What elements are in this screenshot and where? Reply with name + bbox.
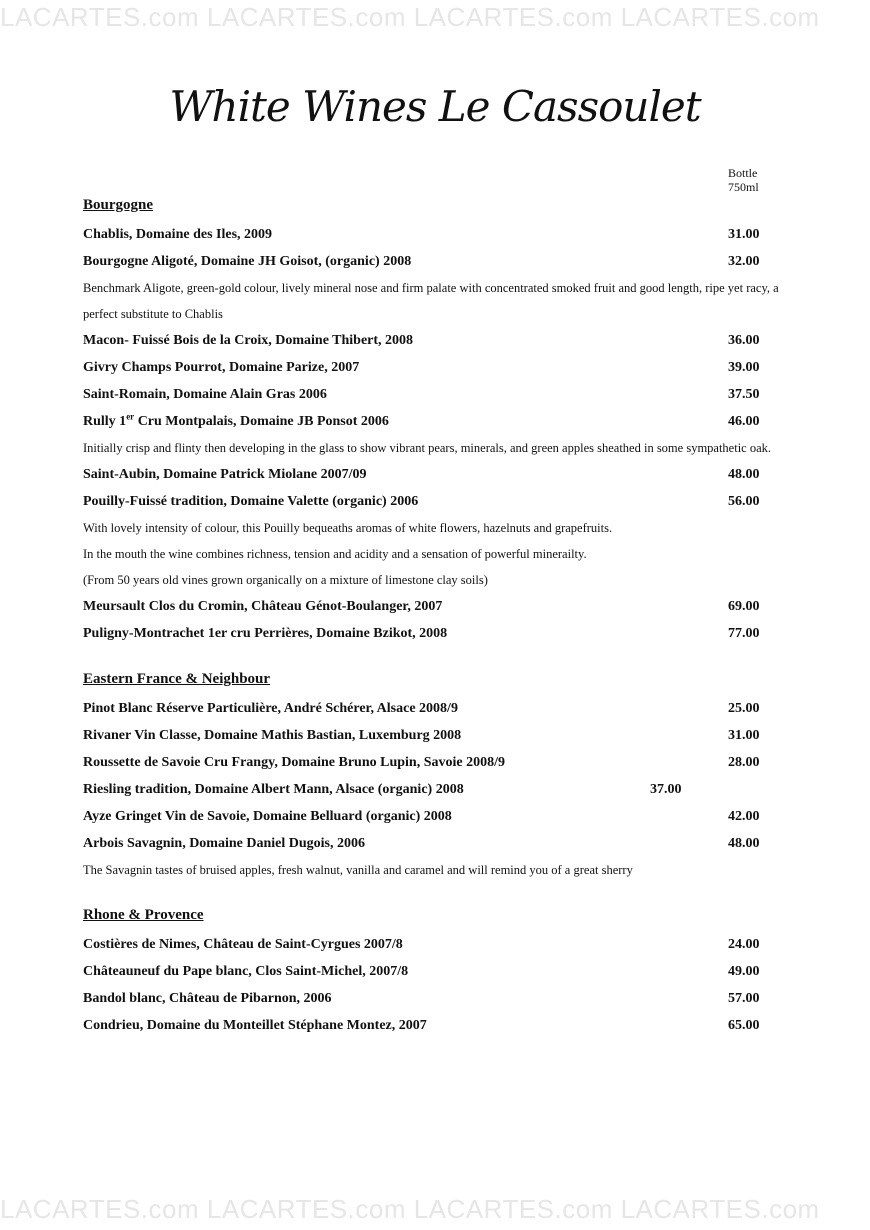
wine-name: Bourgogne Aligoté, Domaine JH Goisot, (organic) 2008 [83, 254, 412, 269]
wine-row [83, 354, 783, 381]
wine-price: 48.00 [728, 467, 760, 482]
wine-row [83, 695, 783, 722]
wine-price: 25.00 [728, 701, 760, 716]
wine-price: 48.00 [728, 836, 760, 851]
wine-row [83, 327, 783, 354]
wine-name: Roussette de Savoie Cru Frangy, Domaine Bruno Lupin, Savoie 2008/9 [83, 755, 505, 770]
wine-description: Benchmark Aligote, green-gold colour, lively mineral nose and firm palate with concentrated smoked fruit and good length, ripe yet racy, a perfect substitute to Chablis [83, 281, 779, 321]
wine-price: 77.00 [728, 626, 760, 641]
wine-row [83, 985, 783, 1012]
wine-price: 46.00 [728, 414, 760, 429]
wine-price: 37.00 [650, 782, 682, 797]
wine-name: Châteauneuf du Pape blanc, Clos Saint-Michel, 2007/8 [83, 964, 409, 979]
wine-name: Macon- Fuissé Bois de la Croix, Domaine Thibert, 2008 [83, 333, 414, 348]
wine-price: 31.00 [728, 227, 760, 242]
wine-name: Costières de Nimes, Château de Saint-Cyrgues 2007/8 [83, 937, 403, 952]
wine-name: Riesling tradition, Domaine Albert Mann, Alsace (organic) 2008 [83, 782, 464, 797]
bottle-label: Bottle [728, 166, 758, 180]
wine-name: Givry Champs Pourrot, Domaine Parize, 2007 [83, 360, 360, 375]
wine-row [83, 776, 783, 803]
bottle-size-header [728, 166, 759, 194]
wine-name: Condrieu, Domaine du Monteillet Stéphane Montez, 2007 [83, 1018, 427, 1033]
wine-name: Bandol blanc, Château de Pibarnon, 2006 [83, 991, 332, 1006]
wine-row [83, 830, 783, 857]
wine-price: 37.50 [728, 387, 760, 402]
watermark-top: LACARTES.com LACARTES.com LACARTES.com LACARTES.com [0, 2, 820, 32]
wine-row [83, 722, 783, 749]
watermark-bottom: LACARTES.com LACARTES.com LACARTES.com LACARTES.com [0, 1194, 820, 1224]
wine-name-part: Rully 1 [83, 414, 127, 429]
wine-row [83, 408, 783, 435]
wine-name [83, 411, 389, 429]
wine-name-superscript: er [126, 411, 135, 422]
wine-price: 65.00 [728, 1018, 760, 1033]
wine-name-part: Cru Montpalais, Domaine JB Ponsot 2006 [134, 414, 389, 429]
wine-row [83, 248, 783, 275]
wine-price: 42.00 [728, 809, 760, 824]
wine-name: Ayze Gringet Vin de Savoie, Domaine Belluard (organic) 2008 [83, 809, 452, 824]
wine-price: 36.00 [728, 333, 760, 348]
wine-row [83, 461, 783, 488]
wine-price: 32.00 [728, 254, 760, 269]
volume-label: 750ml [728, 180, 759, 194]
wine-section [83, 195, 783, 647]
wine-price: 57.00 [728, 991, 760, 1006]
wine-row [83, 803, 783, 830]
wine-row [83, 593, 783, 620]
wine-price: 24.00 [728, 937, 760, 952]
wine-row [83, 1012, 783, 1039]
wine-price: 39.00 [728, 360, 760, 375]
wine-list [83, 195, 783, 1061]
wine-name: Rivaner Vin Classe, Domaine Mathis Bastian, Luxemburg 2008 [83, 728, 462, 743]
wine-name: Chablis, Domaine des Iles, 2009 [83, 227, 273, 242]
section-title: Rhone & Provence [83, 907, 204, 923]
wine-name: Pouilly-Fuissé tradition, Domaine Valette (organic) 2006 [83, 494, 419, 509]
wine-price: 69.00 [728, 599, 760, 614]
wine-price: 31.00 [728, 728, 760, 743]
section-title: Eastern France & Neighbour [83, 671, 271, 687]
wine-name: Puligny-Montrachet 1er cru Perrières, Domaine Bzikot, 2008 [83, 626, 448, 641]
wine-row [83, 381, 783, 408]
wine-row [83, 620, 783, 647]
wine-name: Pinot Blanc Réserve Particulière, André Schérer, Alsace 2008/9 [83, 701, 458, 716]
page-title: White Wines Le Cassoulet [169, 82, 701, 131]
section-title: Bourgogne [83, 197, 154, 213]
wine-price: 56.00 [728, 494, 760, 509]
wine-name: Saint-Romain, Domaine Alain Gras 2006 [83, 387, 327, 402]
wine-name: Saint-Aubin, Domaine Patrick Miolane 2007/09 [83, 467, 367, 482]
wine-description: (From 50 years old vines grown organically on a mixture of limestone clay soils) [83, 573, 488, 587]
wine-row [83, 958, 783, 985]
wine-description: Initially crisp and flinty then developing in the glass to show vibrant pears, minerals, and green apples sheathed in some sympathetic oak. [83, 441, 772, 455]
wine-description: With lovely intensity of colour, this Pouilly bequeaths aromas of white flowers, hazelnuts and grapefruits. [83, 521, 613, 535]
wine-name: Arbois Savagnin, Domaine Daniel Dugois, 2006 [83, 836, 365, 851]
wine-section [83, 905, 783, 1039]
wine-section [83, 669, 783, 883]
wine-row [83, 221, 783, 248]
wine-price: 28.00 [728, 755, 760, 770]
wine-row [83, 488, 783, 515]
wine-name: Meursault Clos du Cromin, Château Génot-Boulanger, 2007 [83, 599, 443, 614]
wine-row [83, 931, 783, 958]
wine-row [83, 749, 783, 776]
wine-price: 49.00 [728, 964, 760, 979]
wine-description: The Savagnin tastes of bruised apples, fresh walnut, vanilla and caramel and will remind you of a great sherry [83, 863, 633, 877]
wine-description: In the mouth the wine combines richness, tension and acidity and a sensation of powerful minerailty. [83, 547, 587, 561]
